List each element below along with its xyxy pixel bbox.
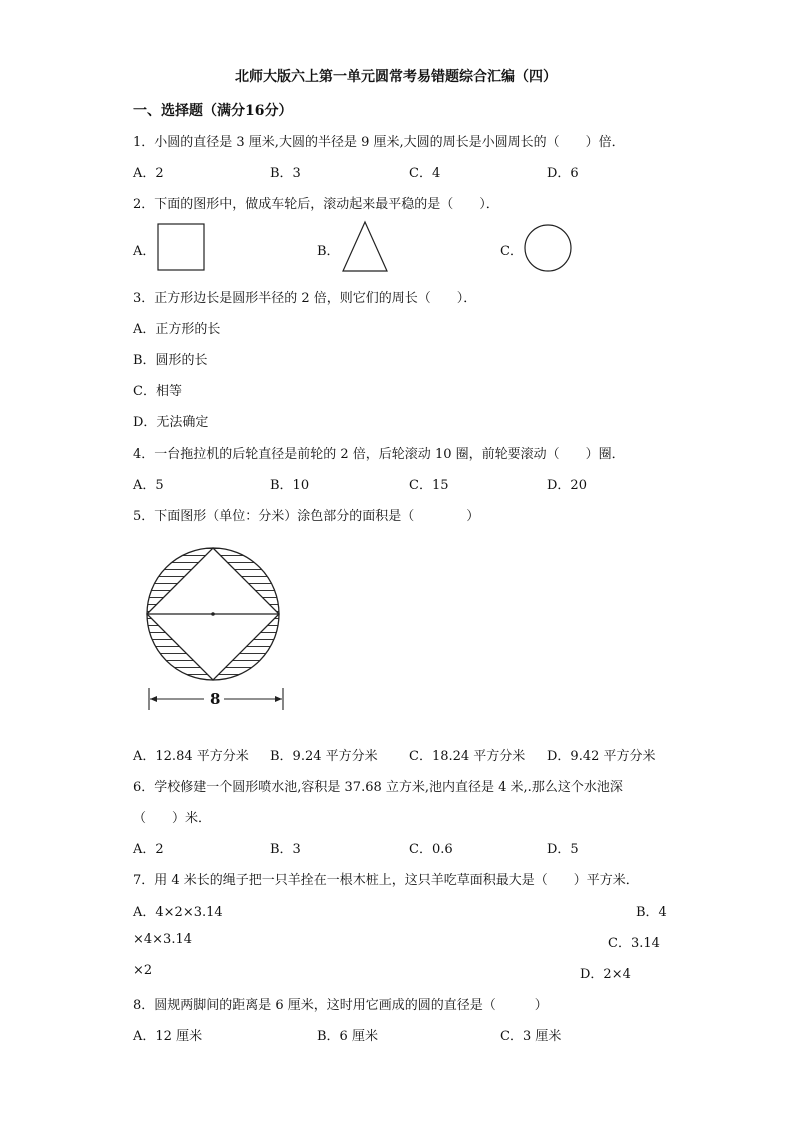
question-3: 3．正方形边长是圆形半径的 2 倍，则它们的周长（ ）． <box>133 291 477 306</box>
q8-option-a[interactable]: A．12 厘米 <box>133 1029 203 1044</box>
q1-option-b[interactable]: B．3 <box>270 166 301 181</box>
q3-option-d[interactable]: D．无法确定 <box>133 415 209 430</box>
triangle-shape <box>341 221 389 273</box>
q5-option-c[interactable]: C．18.24 平方分米 <box>409 749 526 764</box>
q7-option-b[interactable]: B．4 <box>636 905 667 920</box>
question-1: 1．小圆的直径是 3 厘米,大圆的半径是 9 厘米,大圆的周长是小圆周长的（ ）倍． <box>133 135 625 150</box>
q4-option-b[interactable]: B．10 <box>270 478 310 493</box>
q4-option-d[interactable]: D．20 <box>547 478 587 493</box>
q4-option-c[interactable]: C．15 <box>409 478 449 493</box>
q3-option-b[interactable]: B．圆形的长 <box>133 353 208 368</box>
q5-option-b[interactable]: B．9.24 平方分米 <box>270 749 378 764</box>
question-4: 4．一台拖拉机的后轮直径是前轮的 2 倍，后轮滚动 10 圈，前轮要滚动（ ）圈． <box>133 447 625 462</box>
q3-option-c[interactable]: C．相等 <box>133 384 182 399</box>
q4-option-a[interactable]: A．5 <box>133 478 164 493</box>
question-7: 7．用 4 米长的绳子把一只羊拴在一根木桩上，这只羊吃草面积最大是（ ）平方米． <box>133 873 639 888</box>
circle-shape <box>523 223 573 273</box>
q2-option-a[interactable]: A． <box>133 244 156 259</box>
q2-option-c[interactable]: C． <box>500 244 523 259</box>
question-8: 8．圆规两脚间的距离是 6 厘米，这时用它画成的圆的直径是（ ） <box>133 998 548 1013</box>
question-2: 2．下面的图形中，做成车轮后，滚动起来最平稳的是（ ）． <box>133 197 499 212</box>
page-title: 北师大版六上第一单元圆常考易错题综合汇编（四） <box>235 69 557 85</box>
q6-option-d[interactable]: D．5 <box>547 842 579 857</box>
figure-dimension-label: 8 <box>210 690 221 708</box>
q3-option-a[interactable]: A．正方形的长 <box>133 322 221 337</box>
q8-option-b[interactable]: B．6 厘米 <box>317 1029 378 1044</box>
q5-option-d[interactable]: D．9.42 平方分米 <box>547 749 656 764</box>
question-6-continued: （ ）米． <box>133 811 212 826</box>
question-6: 6．学校修建一个圆形喷水池,容积是 37.68 立方米,池内直径是 4 米,.那么这个水池深 <box>133 780 623 795</box>
q5-option-a[interactable]: A．12.84 平方分米 <box>133 749 249 764</box>
q7-option-b-continued: ×4×3.14 <box>133 932 193 947</box>
q1-option-a[interactable]: A．2 <box>133 166 164 181</box>
q6-option-b[interactable]: B．3 <box>270 842 301 857</box>
q1-option-d[interactable]: D．6 <box>547 166 579 181</box>
q6-option-c[interactable]: C．0.6 <box>409 842 453 857</box>
question-5: 5．下面图形（单位：分米）涂色部分的面积是（ ） <box>133 509 480 524</box>
q7-option-c-continued: ×2 <box>133 963 153 978</box>
q6-option-a[interactable]: A．2 <box>133 842 164 857</box>
q8-option-c[interactable]: C．3 厘米 <box>500 1029 562 1044</box>
q7-option-a[interactable]: A．4×2×3.14 <box>133 905 223 920</box>
q2-option-b[interactable]: B． <box>317 244 340 259</box>
section-heading: 一、选择题（满分16分） <box>133 103 293 119</box>
q1-option-c[interactable]: C．4 <box>409 166 441 181</box>
square-shape <box>157 223 205 271</box>
q7-option-c[interactable]: C．3.14 <box>608 936 660 951</box>
q7-option-d[interactable]: D．2×4 <box>580 967 631 982</box>
